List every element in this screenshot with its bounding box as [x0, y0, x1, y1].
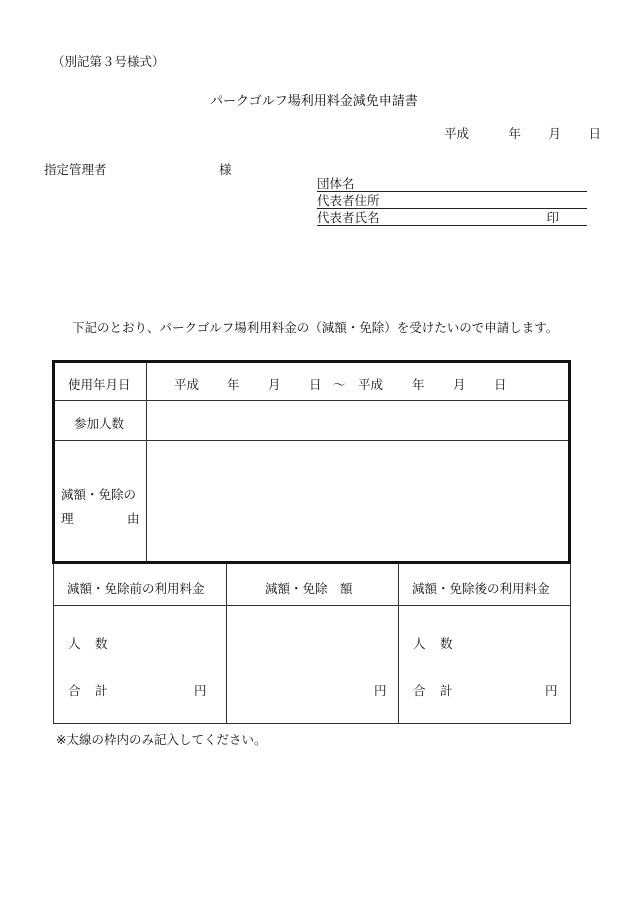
- application-date: [444, 124, 601, 142]
- fee-before-header: 減額・免除前の利用料金: [67, 581, 205, 596]
- usage-date-to-year: 年: [412, 377, 425, 392]
- row-divider-2: [55, 440, 568, 441]
- instruction-note: ※太線の枠内のみ記入してください。: [56, 732, 267, 747]
- after-total-char2: 計: [440, 683, 453, 698]
- participants-label: 参加人数: [74, 416, 125, 431]
- reason-label-line1: 減額・免除の: [61, 487, 137, 502]
- before-total-char1: 合: [68, 683, 81, 698]
- usage-date-to-day: 日: [494, 377, 507, 392]
- reason-label-char1: 理: [61, 511, 74, 526]
- fee-header-divider: [54, 605, 570, 606]
- fee-table: [53, 564, 571, 724]
- fee-reduction-header: 減額・免除 額: [265, 581, 353, 596]
- rep-name-field[interactable]: [317, 210, 587, 226]
- fee-after-header: 減額・免除後の利用料金: [412, 581, 550, 596]
- row-divider-1: [55, 400, 568, 401]
- rep-address-field[interactable]: [317, 193, 587, 209]
- fee-col-divider-1: [226, 564, 227, 723]
- date-month: 月: [548, 126, 562, 141]
- usage-date-from-year: 年: [227, 377, 240, 392]
- group-name-label: 団体名: [317, 176, 355, 191]
- rep-name-label: 代表者氏名: [317, 210, 380, 225]
- usage-date-tilde: ～: [333, 377, 346, 392]
- before-people-char2: 数: [95, 636, 108, 651]
- application-statement: 下記のとおり、パークゴルフ場利用料金の（減額・免除）を受けたいので申請します。: [72, 320, 559, 335]
- usage-date-to-month: 月: [453, 377, 466, 392]
- reduction-yen: 円: [374, 683, 387, 698]
- before-people-char1: 人: [68, 636, 81, 651]
- seal-mark: 印: [546, 210, 559, 225]
- rep-address-label: 代表者住所: [317, 193, 380, 208]
- usage-date-to-era: 平成: [358, 377, 384, 392]
- addressee: [44, 160, 232, 178]
- date-year: 年: [508, 126, 522, 141]
- document-title: パークゴルフ場利用料金減免申請書: [210, 94, 418, 109]
- usage-date-from-day: 日: [309, 377, 322, 392]
- after-total-char1: 合: [413, 683, 426, 698]
- addressee-label: 指定管理者: [44, 162, 107, 177]
- table-column-divider: [146, 363, 147, 561]
- before-yen: 円: [194, 683, 207, 698]
- form-number: （別記第３号様式）: [52, 54, 165, 69]
- usage-date-label: 使用年月日: [68, 377, 131, 392]
- reason-label-char2: 由: [127, 511, 140, 526]
- date-day: 日: [588, 126, 602, 141]
- fee-col-divider-2: [398, 564, 399, 723]
- after-people-char1: 人: [413, 636, 426, 651]
- after-yen: 円: [545, 683, 558, 698]
- before-total-char2: 計: [95, 683, 108, 698]
- usage-date-from-era: 平成: [174, 377, 200, 392]
- usage-date-from-month: 月: [268, 377, 281, 392]
- after-people-char2: 数: [440, 636, 453, 651]
- date-era: 平成: [444, 126, 470, 141]
- applicant-block: [317, 176, 587, 227]
- application-table: [52, 360, 571, 564]
- addressee-honorific: 様: [219, 162, 232, 177]
- group-name-field[interactable]: [317, 176, 587, 192]
